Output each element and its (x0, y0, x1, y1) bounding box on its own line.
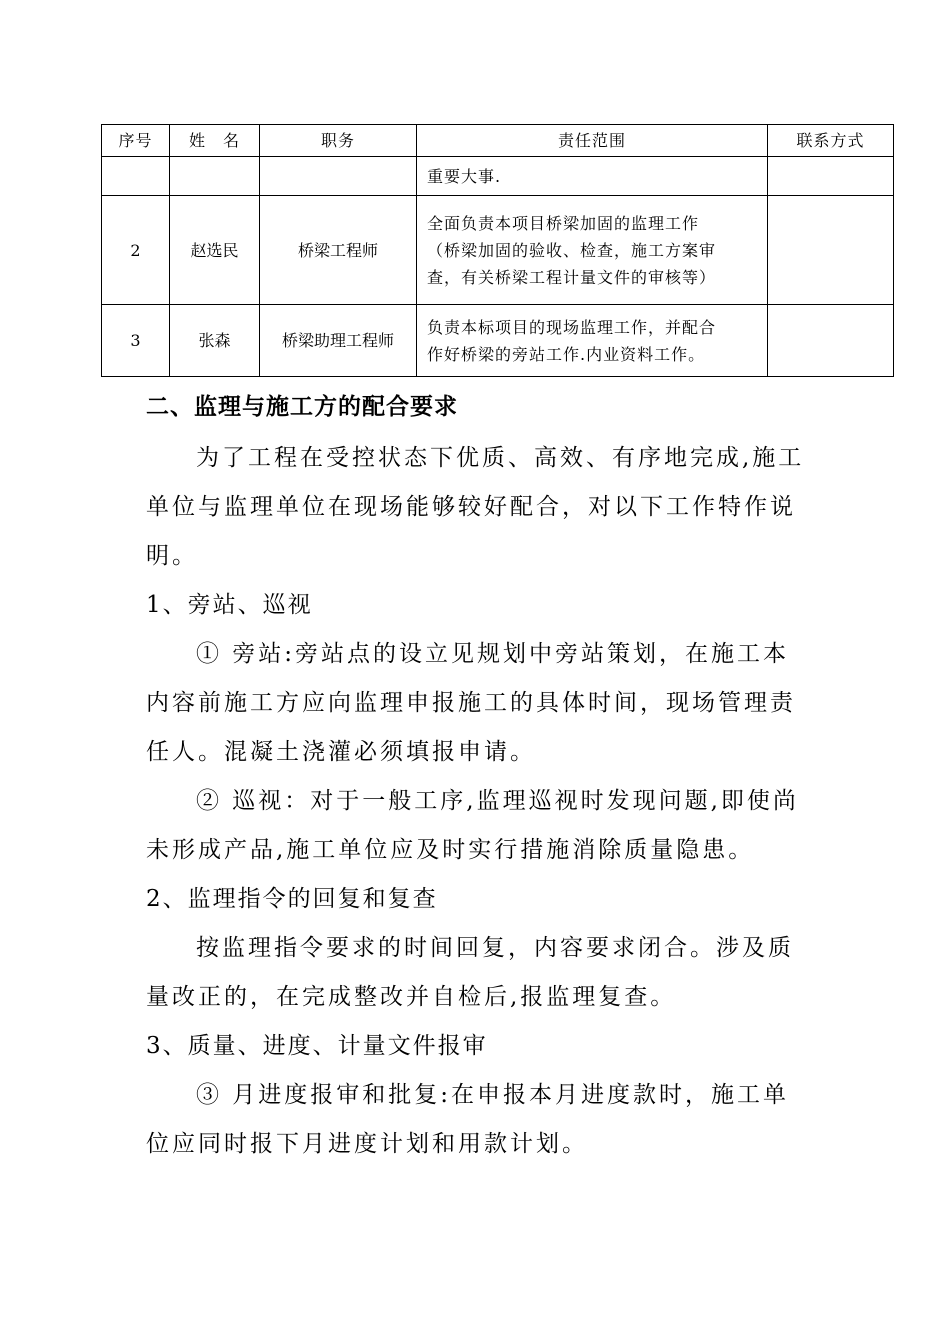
responsibility-line: 负责本标项目的现场监理工作，并配合 (427, 317, 717, 337)
section-heading: 二、监理与施工方的配合要求 (146, 394, 458, 420)
header-index: 序号 (102, 125, 170, 157)
cell-responsibility (417, 305, 768, 377)
cell-position (260, 157, 417, 196)
responsibility-line: 全面负责本项目桥梁加固的监理工作 (427, 213, 700, 233)
responsibility-line: 查，有关桥梁工程计量文件的审核等） (427, 267, 717, 287)
cell-position: 桥梁助理工程师 (260, 305, 417, 377)
responsibility-line: （桥梁加固的验收、检查，施工方案审 (427, 240, 717, 260)
cell-position: 桥梁工程师 (260, 196, 417, 305)
table-row (102, 157, 894, 196)
header-contact: 联系方式 (768, 125, 894, 157)
cell-name: 赵选民 (170, 196, 260, 305)
subsection-heading: 3、质量、进度、计量文件报审 (146, 1033, 488, 1059)
cell-index: 3 (102, 305, 170, 377)
cell-contact (768, 196, 894, 305)
cell-responsibility: 重要大事. (417, 157, 768, 196)
table-header-row (102, 125, 894, 157)
body-paragraph: ③ 月进度报审和批复:在申报本月进度款时，施工单位应同时报下月进度计划和用款计划。 (146, 1082, 790, 1157)
body-paragraph: ① 旁站:旁站点的设立见规划中旁站策划，在施工本内容前施工方应向监理申报施工的具体时间，现场管理责任人。混凝土浇灌必须填报申请。 (146, 641, 796, 765)
table-row (102, 305, 894, 377)
cell-responsibility (417, 196, 768, 305)
subsection-heading: 1、旁站、巡视 (146, 592, 313, 618)
body-paragraph: ② 巡视：对于一般工序,监理巡视时发现问题,即使尚未形成产品,施工单位应及时实行措施消除质量隐患。 (146, 788, 799, 863)
subsection-heading: 2、监理指令的回复和复查 (146, 886, 438, 912)
intro-paragraph: 为了工程在受控状态下优质、高效、有序地完成,施工单位与监理单位在现场能够较好配合，对以下工作特作说明。 (146, 445, 805, 569)
responsibility-line: 作好桥梁的旁站工作.内业资料工作。 (427, 344, 706, 364)
header-position: 职务 (260, 125, 417, 157)
body-paragraph: 按监理指令要求的时间回复，内容要求闭合。涉及质量改正的，在完成整改并自检后,报监理复查。 (146, 935, 794, 1010)
staff-table (101, 124, 894, 377)
cell-contact (768, 157, 894, 196)
header-name: 姓 名 (170, 125, 260, 157)
cell-name (170, 157, 260, 196)
cell-contact (768, 305, 894, 377)
table-row (102, 196, 894, 305)
header-responsibility: 责任范围 (417, 125, 768, 157)
cell-name: 张森 (170, 305, 260, 377)
cell-index (102, 157, 170, 196)
section-content (146, 386, 810, 1169)
cell-index: 2 (102, 196, 170, 305)
